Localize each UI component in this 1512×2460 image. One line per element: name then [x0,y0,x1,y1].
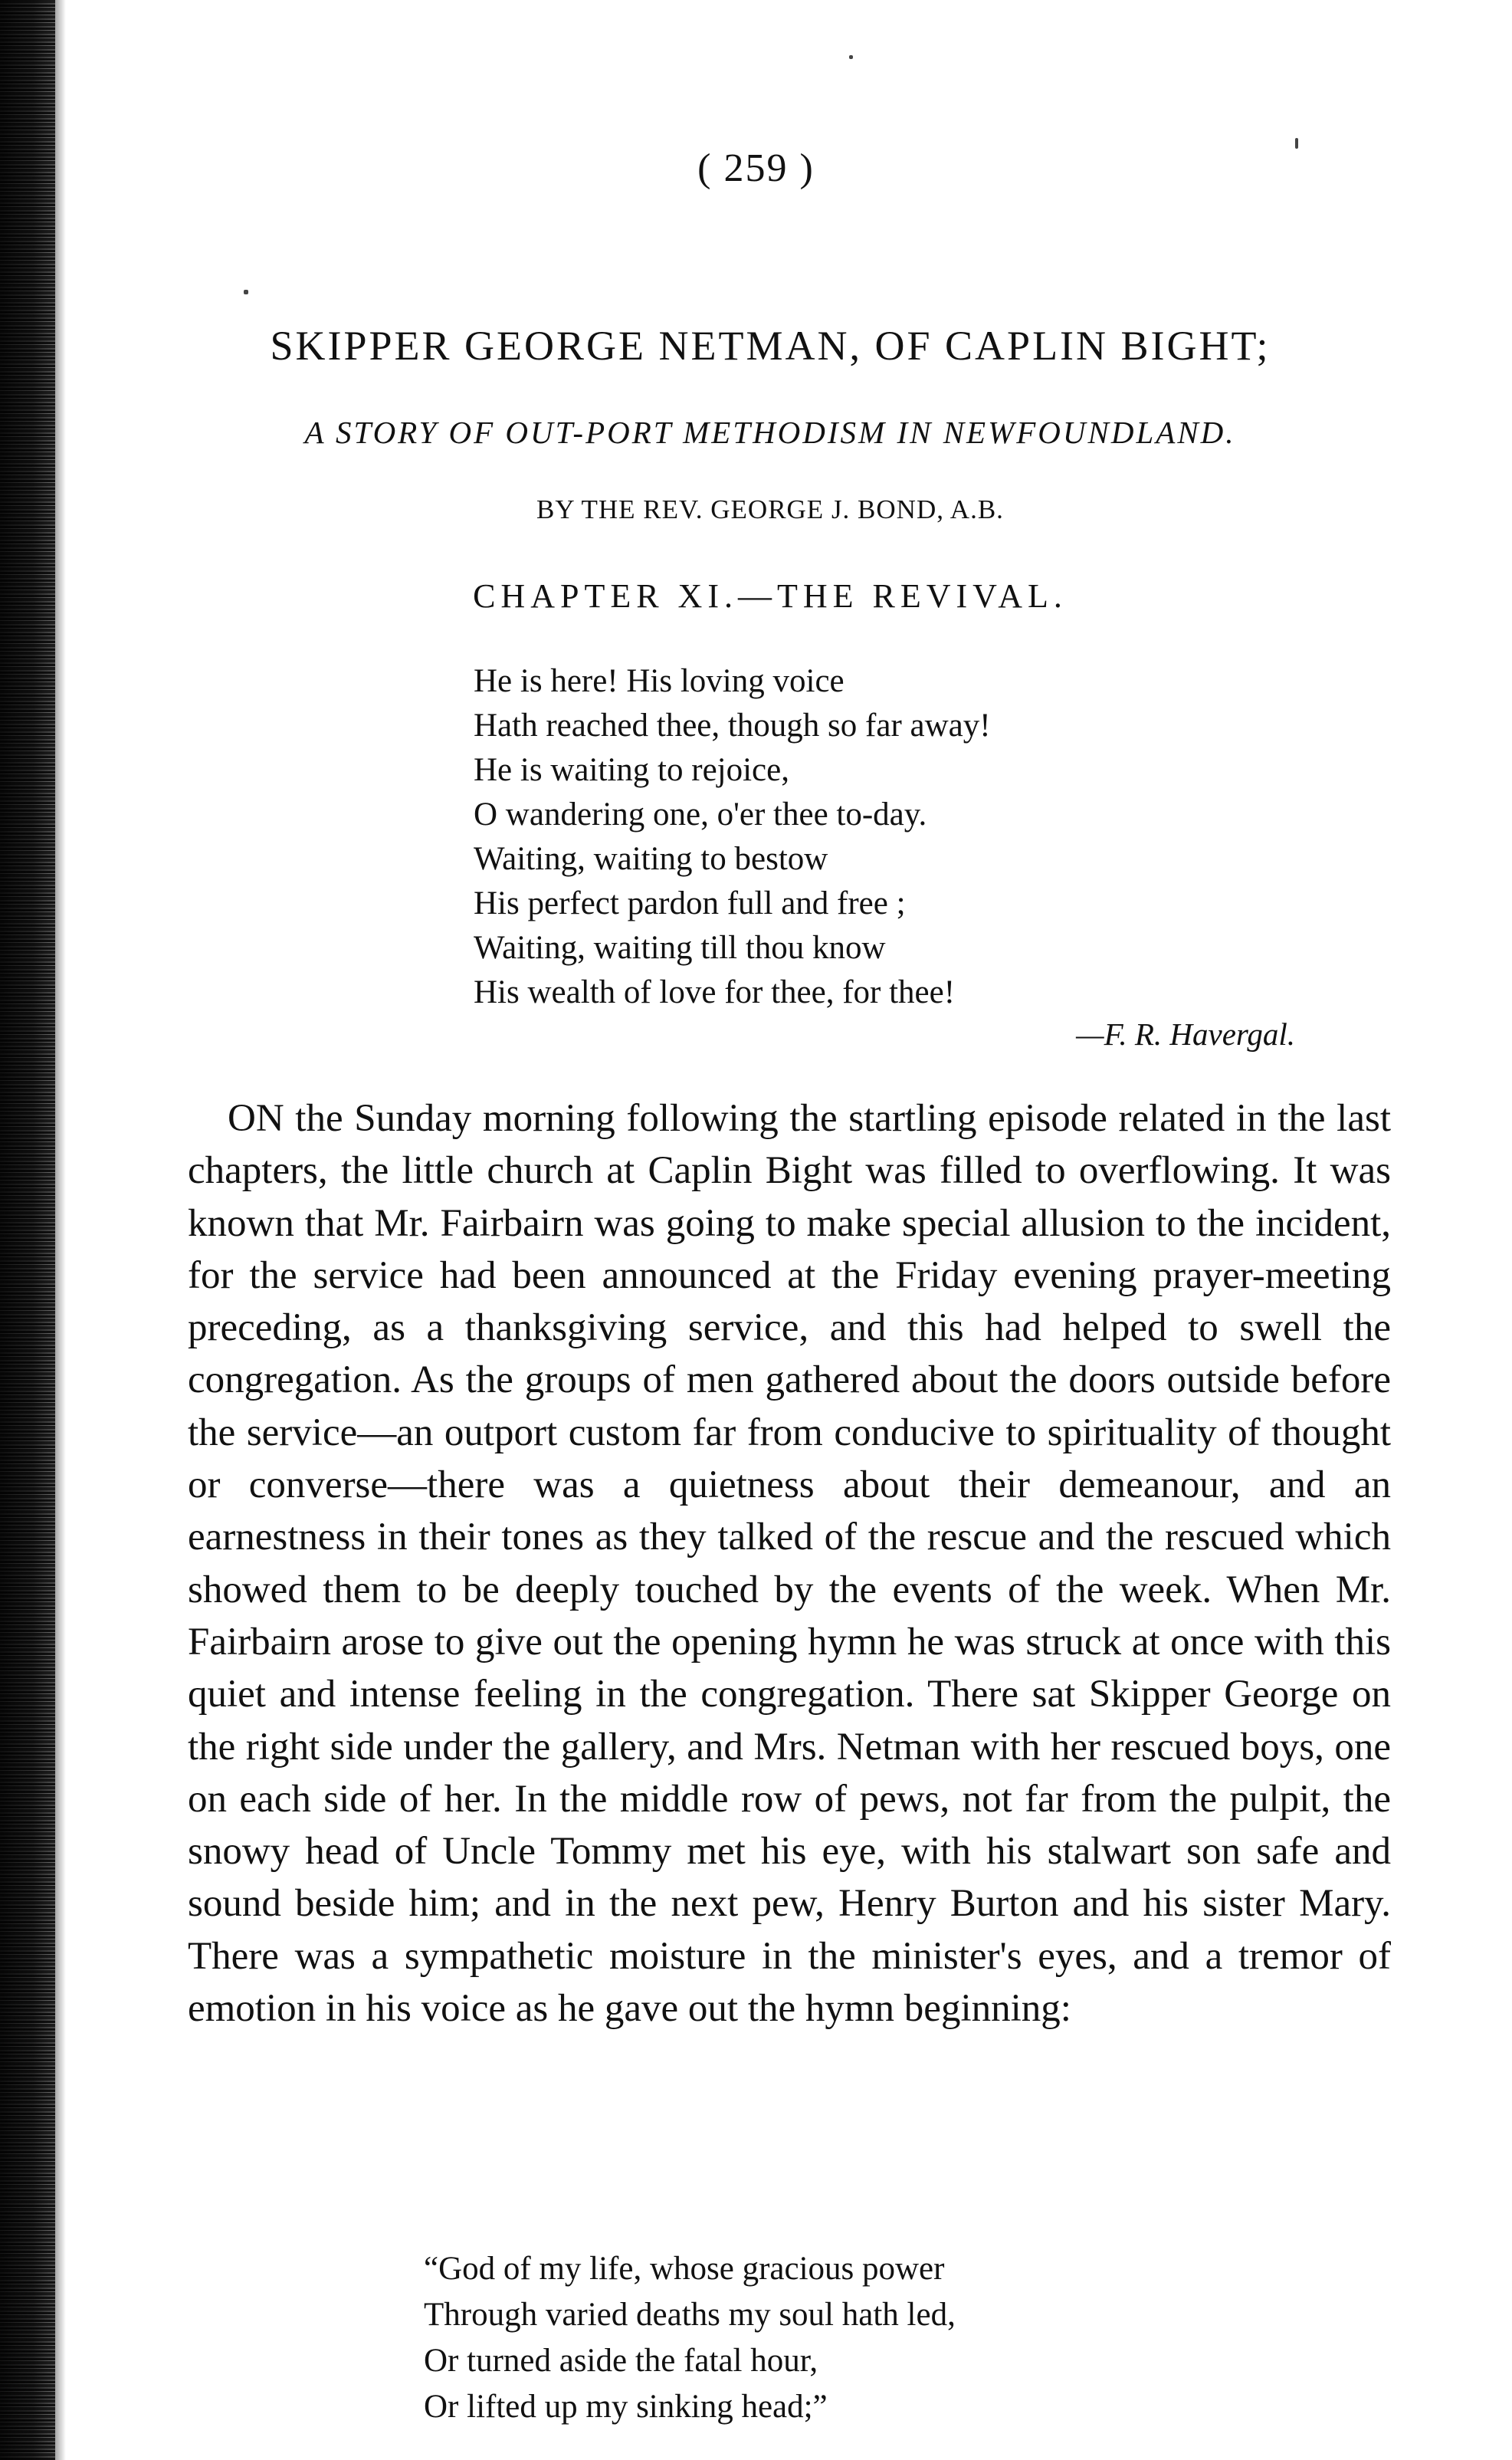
hymn-line: “God of my life, whose gracious power [424,2251,945,2287]
epigraph-line: His perfect pardon full and free ; [474,885,906,921]
epigraph-line: His wealth of love for thee, for thee! [474,974,956,1010]
story-title: SKIPPER GEORGE NETMAN, OF CAPLIN BIGHT; [270,323,1271,369]
author-byline: BY THE REV. GEORGE J. BOND, A.B. [536,494,1004,524]
hymn-quotation [424,2246,1343,2430]
epigraph-line: He is here! His loving voice [474,663,845,699]
epigraph-line: He is waiting to rejoice, [474,752,789,788]
body-paragraph: ON the Sunday morning following the startling episode related in the last chapters, the little church at Caplin Bight was filled to overflowing. It was known that Mr. Fairbairn was going to make special allusion to the incident, for the service had been announced at the Friday evening prayer-meeting preceding, as a thanksgiving service, and this had helped to swell the congregation. As the groups of men gathered about the doors outside before the service—an outport custom far from conducive to spirituality of thought or converse—there was a quietness about their demeanour, and an earnestness in their tones as they talked of the rescue and the rescued which showed them to be deeply touched by the events of the week. When Mr. Fairbairn arose to give out the opening hymn he was struck at once with this quiet and intense feeling in the congregation. There sat Skipper George on the right side under the gallery, and Mrs. Netman with her rescued boys, one on each side of her. In the middle row of pews, not far from the pulpit, the snowy head of Uncle Tommy met his eye, with his stalwart son safe and sound beside him; and in the next pew, Henry Burton and his sister Mary. There was a sympathetic moisture in the minister's eyes, and a tremor of emotion in his voice as he gave out the hymn beginning: [188,1097,1391,2031]
print-speck [244,290,248,294]
epigraph-attribution: —F. R. Havergal. [1076,1017,1295,1052]
story-subtitle: A STORY OF OUT-PORT METHODISM IN NEWFOUNDLAND. [304,415,1236,450]
epigraph-poem [474,659,1378,1015]
chapter-heading: CHAPTER XI.—THE REVIVAL. [473,577,1068,615]
page-number: ( 259 ) [697,146,815,190]
page-binding-edge [0,0,55,2460]
epigraph-line: O wandering one, o'er thee to-day. [474,796,927,833]
epigraph-line: Hath reached thee, though so far away! [474,708,991,744]
hymn-line: Or lifted up my sinking head;” [424,2389,828,2425]
hymn-line: Or turned aside the fatal hour, [424,2343,818,2379]
epigraph-line: Waiting, waiting till thou know [474,930,886,966]
epigraph-line: Waiting, waiting to bestow [474,841,828,877]
hymn-line: Through varied deaths my soul hath led, [424,2297,956,2333]
print-speck [849,55,853,59]
